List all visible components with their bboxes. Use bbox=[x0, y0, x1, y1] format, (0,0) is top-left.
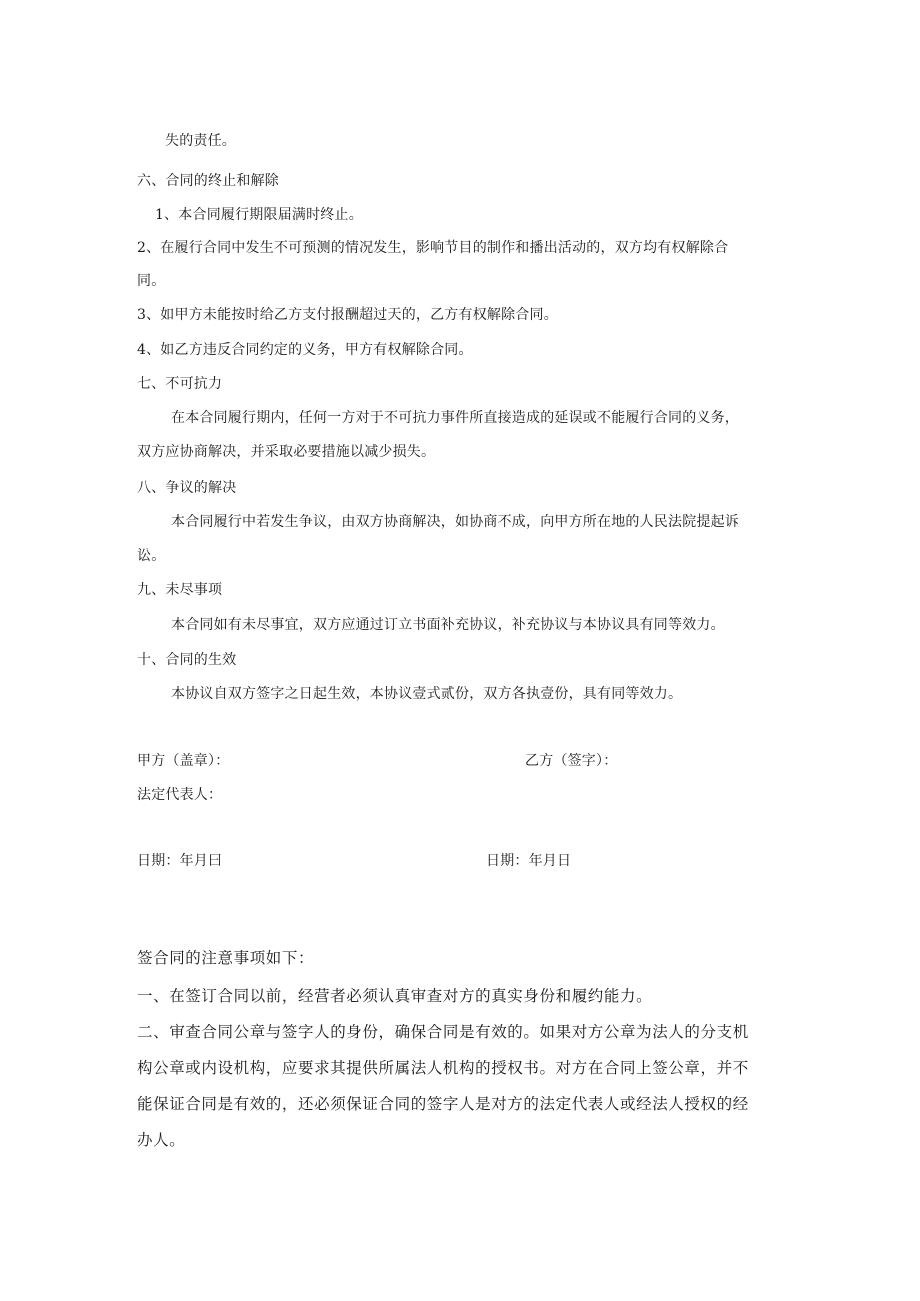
section-8-heading: 八、争议的解决 bbox=[137, 480, 237, 496]
section-9-heading: 九、未尽事项 bbox=[137, 582, 223, 598]
section-6-heading: 六、合同的终止和解除 bbox=[137, 173, 279, 189]
section-6-item-2-line-2: 同。 bbox=[137, 273, 166, 289]
section-8-para-line-2: 讼。 bbox=[137, 548, 166, 564]
notes-item-1: 一、在签订合同以前，经营者必须认真审查对方的真实身份和履约能力。 bbox=[137, 987, 653, 1005]
party-a-seal-label: 甲方（盖章）： bbox=[137, 753, 230, 769]
notes-title: 签合同的注意事项如下： bbox=[137, 949, 315, 967]
notes-item-2-line-1: 二、审查合同公章与签字人的身份，确保合同是有效的。如果对方公章为法人的分支机 bbox=[137, 1023, 749, 1041]
notes-item-2-line-2: 构公章或内设机构，应要求其提供所属法人机构的授权书。对方在合同上签公章，并不 bbox=[137, 1059, 749, 1077]
section-10-para: 本协议自双方签字之日起生效，本协议壹式贰份，双方各执壹份，具有同等效力。 bbox=[171, 686, 683, 702]
section-7-para-line-2: 双方应协商解决，并采取必要措施以减少损失。 bbox=[137, 444, 436, 460]
party-a-date-label: 日期：年月曰 bbox=[137, 853, 223, 869]
legal-representative-label: 法定代表人： bbox=[137, 787, 223, 803]
notes-item-2-line-3: 能保证合同是有效的，还必须保证合同的签字人是对方的法定代表人或经法人授权的经 bbox=[137, 1095, 749, 1113]
notes-item-2-line-4: 办人。 bbox=[137, 1131, 186, 1149]
party-b-date-label: 日期：年月日 bbox=[486, 853, 572, 869]
section-7-para-line-1: 在本合同履行期内，任何一方对于不可抗力事件所直接造成的延误或不能履行合同的义务， bbox=[171, 410, 739, 426]
section-7-heading: 七、不可抗力 bbox=[137, 376, 223, 392]
section-6-item-2-line-1: 2、在履行合同中发生不可预测的情况发生，影响节目的制作和播出活动的，双方均有权解除合 bbox=[137, 240, 729, 256]
section-8-para-line-1: 本合同履行中若发生争议，由双方协商解决，如协商不成，向甲方所在地的人民法院提起诉 bbox=[171, 514, 739, 530]
section-6-item-3: 3、如甲方未能按时给乙方支付报酬超过天的，乙方有权解除合同。 bbox=[137, 307, 558, 323]
section-6-item-4: 4、如乙方违反合同约定的义务，甲方有权解除合同。 bbox=[137, 342, 473, 358]
section-6-item-1: 1、本合同履行期限届满时终止。 bbox=[155, 207, 363, 223]
section-10-heading: 十、合同的生效 bbox=[137, 652, 237, 668]
continuation-text: 失的责任。 bbox=[165, 133, 236, 149]
section-9-para: 本合同如有未尽事宜，双方应通过订立书面补充协议，补充协议与本协议具有同等效力。 bbox=[171, 617, 725, 633]
party-b-signature-label: 乙方（签字）： bbox=[525, 753, 618, 769]
